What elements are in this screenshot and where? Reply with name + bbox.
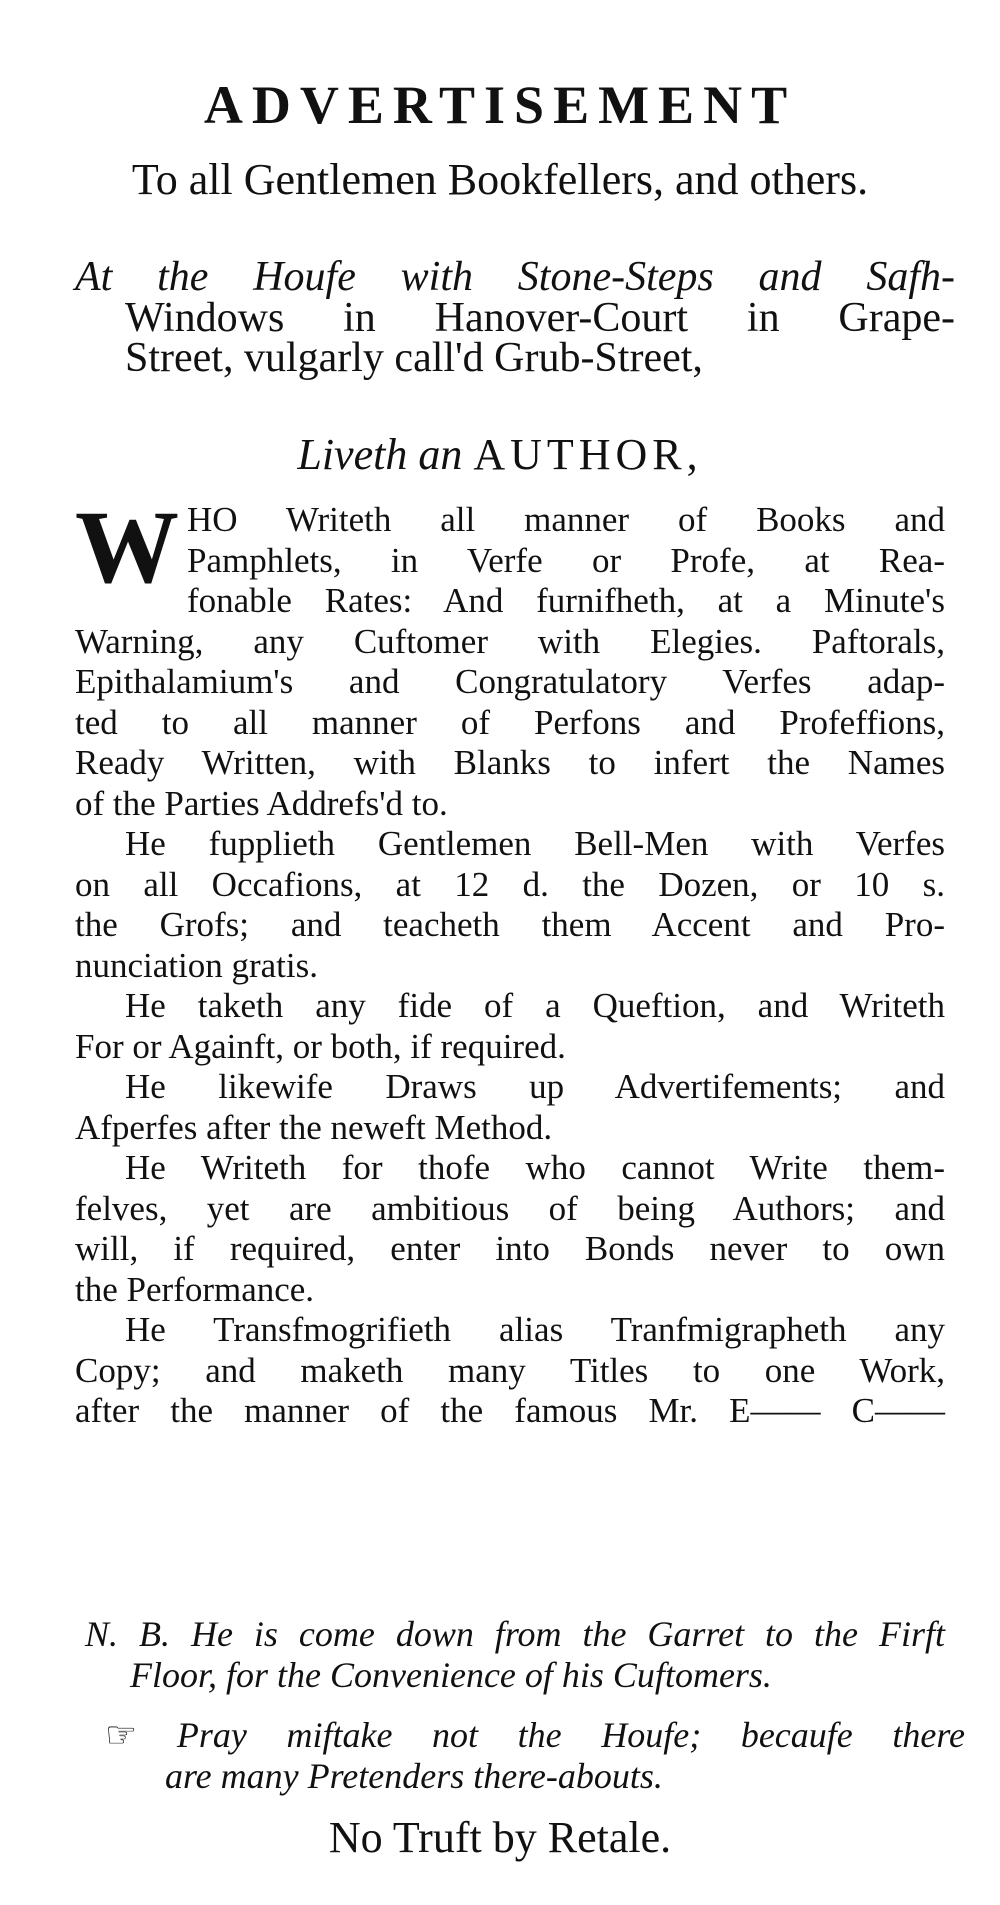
text-line: Pamphlets, in Verfe or Profe, at Rea- bbox=[187, 540, 945, 580]
address-line-1: At the Houfe with Stone-Steps and Safh- bbox=[75, 254, 955, 300]
text-line: felves, yet are ambitious of being Authors; and bbox=[75, 1188, 945, 1228]
paragraph-2 bbox=[75, 824, 945, 986]
liveth-line bbox=[0, 426, 1000, 484]
text-line: He likewife Draws up Advertifements; and bbox=[125, 1067, 945, 1106]
liveth-author: AUTHOR, bbox=[473, 430, 703, 479]
text-line: after the manner of the famous Mr. E—— C—— bbox=[75, 1391, 945, 1430]
text-line: the Grofs; and teacheth them Accent and Pro- bbox=[75, 905, 945, 944]
text-line: nunciation gratis. bbox=[75, 945, 319, 985]
text-line: For or Againft, or both, if required. bbox=[75, 1026, 566, 1066]
subtitle: To all Gentlemen Bookfellers, and others. bbox=[131, 155, 869, 204]
liveth-prefix: Liveth an bbox=[297, 430, 463, 479]
address-line-3: Street, vulgarly call'd Grub-Street, bbox=[125, 335, 703, 381]
pray-text-1: Pray miftake not the Houfe; becaufe there bbox=[176, 1715, 965, 1755]
pray-line-2: are many Pretenders there-abouts. bbox=[165, 1755, 663, 1796]
text-line: HO Writeth all manner of Books and bbox=[187, 500, 945, 539]
text-line: He Transfmogrifieth alias Tranfmigrapheth any bbox=[125, 1310, 945, 1349]
address-block bbox=[75, 248, 955, 381]
text-line: He taketh any fide of a Queftion, and Writeth bbox=[125, 986, 945, 1025]
text-line: Copy; and maketh many Titles to one Work, bbox=[75, 1350, 945, 1390]
text-line: the Performance. bbox=[75, 1269, 315, 1309]
body-text bbox=[75, 490, 945, 1432]
paragraph-6 bbox=[75, 1310, 945, 1432]
pray-line-1 bbox=[105, 1712, 965, 1756]
text-line: He Writeth for thofe who cannot Write them- bbox=[125, 1148, 945, 1187]
text-line: fonable Rates: And furnifheth, at a Minute's bbox=[187, 581, 945, 620]
no-trust-footer: No Truft by Retale. bbox=[328, 1813, 672, 1862]
nb-line-2: Floor, for the Convenience of his Cuftomers. bbox=[130, 1654, 772, 1695]
text-line: on all Occafions, at 12 d. the Dozen, or 10 s. bbox=[75, 864, 945, 904]
nb-line-1: N. B. He is come down from the Garret to the Firft bbox=[85, 1614, 945, 1654]
page-title: ADVERTISEMENT bbox=[203, 75, 797, 135]
address-line-2: Windows in Hanover-Court in Grape- bbox=[125, 294, 955, 341]
paragraph-1 bbox=[75, 490, 945, 824]
text-line: Afperfes after the neweft Method. bbox=[75, 1107, 553, 1147]
text-line: ted to all manner of Perfons and Profeffions, bbox=[75, 702, 945, 742]
text-line: will, if required, enter into Bonds never to own bbox=[75, 1229, 945, 1268]
pointing-hand-icon: ☞ bbox=[105, 1715, 138, 1756]
nota-bene bbox=[85, 1610, 945, 1695]
text-line: of the Parties Addrefs'd to. bbox=[75, 783, 448, 823]
text-line: Ready Written, with Blanks to infert the Names bbox=[75, 743, 945, 782]
pray-notice bbox=[105, 1712, 965, 1796]
paragraph-3 bbox=[75, 986, 945, 1067]
text-line: He fupplieth Gentlemen Bell-Men with Verfes bbox=[125, 824, 945, 863]
drop-cap: W bbox=[75, 490, 179, 605]
paragraph-4 bbox=[75, 1067, 945, 1148]
paragraph-5 bbox=[75, 1148, 945, 1310]
text-line: Warning, any Cuftomer with Elegies. Paftorals, bbox=[75, 621, 945, 661]
text-line: Epithalamium's and Congratulatory Verfes adap- bbox=[75, 662, 945, 701]
